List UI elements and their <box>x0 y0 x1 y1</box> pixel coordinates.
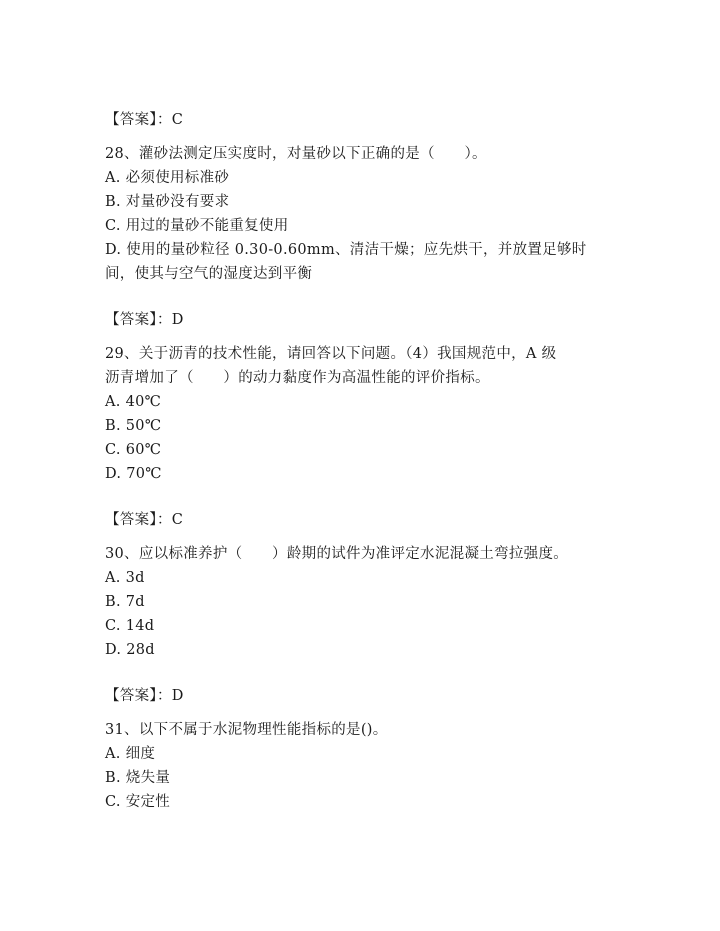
option-b: B. 烧失量 <box>105 770 171 786</box>
option-b: B. 7d <box>105 594 145 610</box>
option-c: C. 14d <box>105 618 155 634</box>
answer-30: 【答案】：D <box>105 688 184 704</box>
question-28 <box>105 142 615 286</box>
option-d: D. 70℃ <box>105 466 162 482</box>
question-30 <box>105 542 615 662</box>
option-d: D. 28d <box>105 642 155 658</box>
answer-28: 【答案】：D <box>105 312 184 328</box>
question-stem-line-1: 29、关于沥青的技术性能，请回答以下问题。（4）我国规范中，A 级 <box>105 346 557 362</box>
option-a: A. 3d <box>105 570 145 586</box>
option-a: A. 细度 <box>105 746 156 762</box>
option-b: B. 对量砂没有要求 <box>105 194 230 210</box>
document-content <box>105 108 615 814</box>
question-stem: 28、灌砂法测定压实度时，对量砂以下正确的是（ ）。 <box>105 146 487 162</box>
option-a: A. 40℃ <box>105 394 162 410</box>
question-29 <box>105 342 615 486</box>
option-d: D. 使用的量砂粒径 0.30-0.60mm、清洁干燥；应先烘干，并放置足够时 <box>105 242 587 258</box>
option-b: B. 50℃ <box>105 418 162 434</box>
answer-27: 【答案】：C <box>105 112 184 128</box>
question-stem: 31、以下不属于水泥物理性能指标的是()。 <box>105 722 388 738</box>
question-stem: 30、应以标准养护（ ）龄期的试件为准评定水泥混凝土弯拉强度。 <box>105 546 569 562</box>
option-c: C. 用过的量砂不能重复使用 <box>105 218 289 234</box>
option-c: C. 安定性 <box>105 794 171 810</box>
question-stem-line-2: 沥青增加了（ ）的动力黏度作为高温性能的评价指标。 <box>105 370 490 386</box>
option-a: A. 必须使用标准砂 <box>105 170 230 186</box>
option-c: C. 60℃ <box>105 442 162 458</box>
option-d-continued: 间，使其与空气的湿度达到平衡 <box>105 266 313 282</box>
question-31 <box>105 718 615 814</box>
answer-29: 【答案】：C <box>105 512 184 528</box>
